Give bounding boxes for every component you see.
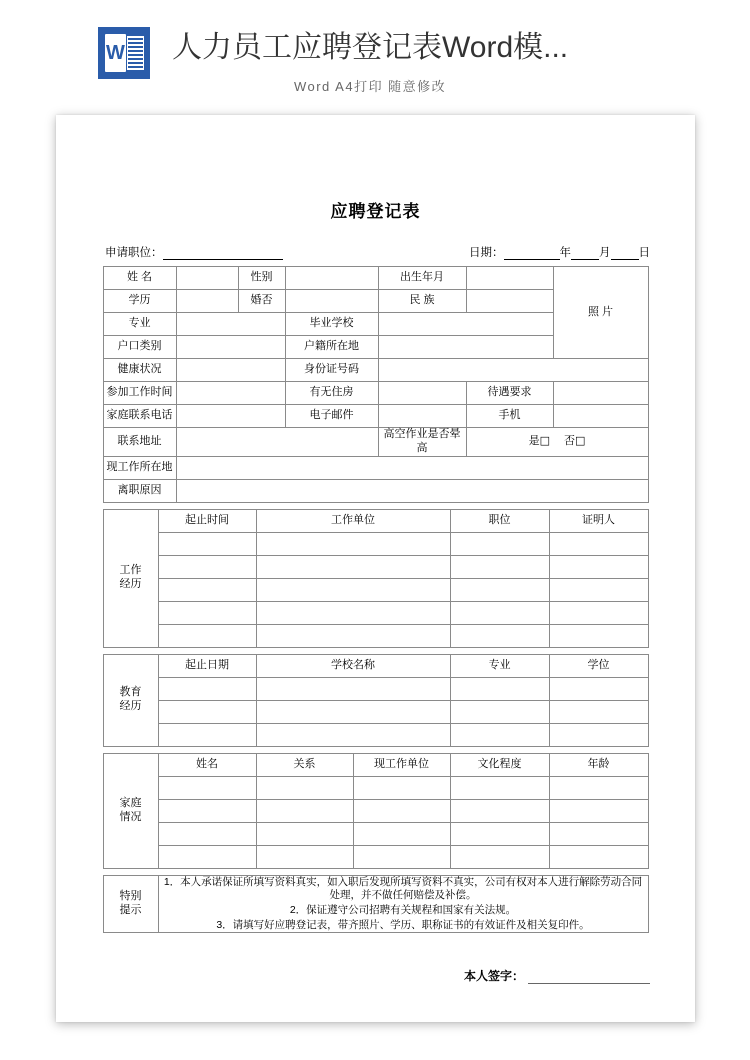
section-label-work-experience [103, 509, 158, 647]
col-header: 专业 [450, 654, 549, 677]
cell[interactable] [158, 799, 256, 822]
cell[interactable] [450, 601, 549, 624]
label-hukou-type: 户口类别 [103, 336, 176, 359]
section-label-family [103, 753, 158, 868]
note-item: 3．请填写好应聘登记表，带齐照片、学历、职称证书的有效证件及相关复印件。 [216, 918, 590, 931]
table-row [103, 532, 648, 555]
form-title: 应聘登记表 [330, 202, 421, 221]
family-label-line2: 情况 [119, 810, 142, 823]
cell[interactable] [450, 700, 549, 723]
value-current-work-place[interactable] [176, 456, 648, 479]
table-row [103, 382, 648, 405]
table-row [103, 509, 648, 532]
table-row [103, 405, 648, 428]
word-icon-lines [127, 36, 144, 70]
cell[interactable] [353, 822, 450, 845]
cell[interactable] [256, 624, 450, 647]
header-title-block [172, 26, 568, 95]
cell[interactable] [256, 700, 450, 723]
cell[interactable] [450, 532, 549, 555]
value-marital[interactable] [285, 290, 378, 313]
family-label-line1: 家庭 [119, 796, 142, 809]
col-header: 现工作单位 [353, 753, 450, 776]
value-birth[interactable] [466, 267, 553, 290]
col-header: 起止日期 [158, 654, 256, 677]
work-label-line1: 工作 [119, 564, 142, 577]
cell[interactable] [158, 822, 256, 845]
cell[interactable] [450, 578, 549, 601]
table-row [103, 822, 648, 845]
applied-position-label: 申请职位： [105, 247, 163, 259]
label-photo: 照 片 [553, 267, 648, 359]
word-icon-letter: W [106, 42, 125, 64]
cell[interactable] [256, 822, 353, 845]
value-housing[interactable] [378, 382, 466, 405]
cell[interactable] [450, 624, 549, 647]
table-row [103, 456, 648, 479]
section-label-education-experience [103, 654, 158, 746]
table-row [103, 555, 648, 578]
section-label-notes [103, 875, 158, 933]
cell[interactable] [158, 555, 256, 578]
header-inner [98, 26, 568, 95]
page-subtitle: Word A4打印 随意修改 [293, 79, 447, 94]
education-label-line1: 教育 [119, 686, 142, 699]
signature-blank[interactable] [528, 971, 650, 984]
col-header: 年龄 [549, 753, 648, 776]
acrophobia-yes-checkbox[interactable]: 是□ [528, 434, 550, 448]
note-item: 1．本人承诺保证所填写资料真实，如入职后发现所填写资料不真实，公司有权对本人进行解除劳动合同处理，并不做任何赔偿及补偿。 [163, 875, 643, 901]
table-row [103, 799, 648, 822]
cell[interactable] [549, 555, 648, 578]
date-year-blank[interactable] [504, 247, 560, 260]
value-leave-reason[interactable] [176, 479, 648, 502]
date-field [469, 244, 650, 260]
cell[interactable] [158, 532, 256, 555]
value-salary-req[interactable] [553, 382, 648, 405]
label-email: 电子邮件 [285, 405, 378, 428]
page-header [0, 0, 750, 107]
table-row [103, 753, 648, 776]
value-address[interactable] [176, 428, 378, 457]
work-label-line2: 经历 [119, 578, 142, 590]
cell[interactable] [549, 677, 648, 700]
value-id-number[interactable] [378, 359, 648, 382]
signature-label: 本人签字： [463, 969, 524, 983]
cell[interactable] [450, 555, 549, 578]
basic-info-table [103, 266, 649, 503]
cell[interactable] [256, 845, 353, 868]
cell[interactable] [353, 799, 450, 822]
education-experience-table [103, 654, 649, 747]
label-current-work-place: 现工作所在地 [103, 456, 176, 479]
label-housing: 有无住房 [285, 382, 378, 405]
cell[interactable] [450, 799, 549, 822]
table-row [103, 776, 648, 799]
value-ethnicity[interactable] [466, 290, 553, 313]
day-unit: 日 [638, 247, 650, 259]
cell[interactable] [256, 532, 450, 555]
label-ethnicity: 民 族 [378, 290, 466, 313]
col-header: 工作单位 [256, 509, 450, 532]
notes-content [158, 875, 648, 933]
table-row [103, 578, 648, 601]
cell[interactable] [256, 776, 353, 799]
cell[interactable] [353, 776, 450, 799]
table-row [103, 875, 648, 933]
family-table [103, 753, 649, 869]
label-major: 专业 [103, 313, 176, 336]
value-gender[interactable] [285, 267, 378, 290]
cell[interactable] [158, 601, 256, 624]
label-birth: 出生年月 [378, 267, 466, 290]
label-leave-reason: 离职原因 [103, 479, 176, 502]
label-education: 学历 [103, 290, 176, 313]
label-gender: 性别 [238, 267, 285, 290]
document-page [56, 115, 695, 1022]
col-header: 证明人 [549, 509, 648, 532]
note-item: 2．保证遵守公司招聘有关规程和国家有关法规。 [289, 903, 517, 916]
cell[interactable] [450, 677, 549, 700]
col-header: 文化程度 [450, 753, 549, 776]
cell[interactable] [549, 700, 648, 723]
label-work-start: 参加工作时间 [103, 382, 176, 405]
table-row [103, 624, 648, 647]
applied-position-blank[interactable] [163, 247, 283, 260]
cell[interactable] [158, 677, 256, 700]
cell[interactable] [158, 845, 256, 868]
label-name: 姓 名 [103, 267, 176, 290]
value-hukou-type[interactable] [176, 336, 285, 359]
value-home-phone[interactable] [176, 405, 285, 428]
table-row [103, 267, 648, 290]
cell[interactable] [158, 700, 256, 723]
cell[interactable] [450, 723, 549, 746]
table-row [103, 428, 648, 457]
form-meta-row [56, 244, 695, 262]
label-id-number: 身份证号码 [285, 359, 378, 382]
value-email[interactable] [378, 405, 466, 428]
cell[interactable] [549, 624, 648, 647]
cell[interactable] [158, 624, 256, 647]
cell[interactable] [158, 723, 256, 746]
applied-position-field [105, 244, 283, 260]
label-acrophobia: 高空作业是否晕高 [378, 428, 466, 457]
table-row [103, 654, 648, 677]
acrophobia-no-checkbox[interactable]: 否□ [564, 434, 586, 448]
cell[interactable] [256, 799, 353, 822]
cell[interactable] [549, 845, 648, 868]
label-hukou-place: 户籍所在地 [285, 336, 378, 359]
education-label-line2: 经历 [119, 700, 142, 712]
col-header: 关系 [256, 753, 353, 776]
value-name[interactable] [176, 267, 238, 290]
cell[interactable] [549, 532, 648, 555]
cell[interactable] [256, 555, 450, 578]
date-day-blank[interactable] [611, 247, 639, 260]
table-row [103, 601, 648, 624]
cell[interactable] [450, 822, 549, 845]
work-experience-table [103, 509, 649, 648]
cell[interactable] [256, 677, 450, 700]
acrophobia-options [466, 428, 648, 457]
date-label: 日期： [469, 247, 504, 259]
col-header: 学校名称 [256, 654, 450, 677]
notes-label-line2: 提示 [119, 903, 142, 916]
label-school: 毕业学校 [285, 313, 378, 336]
value-mobile[interactable] [553, 405, 648, 428]
year-unit: 年 [559, 247, 571, 259]
notes-label-line1: 特别 [119, 890, 142, 902]
value-major[interactable] [176, 313, 285, 336]
value-work-start[interactable] [176, 382, 285, 405]
page-title: 人力员工应聘登记表Word模... [172, 31, 569, 64]
value-school[interactable] [378, 313, 553, 336]
table-row [103, 700, 648, 723]
special-notes-table [103, 875, 649, 934]
table-row [103, 845, 648, 868]
word-doc-icon [98, 27, 150, 79]
cell[interactable] [549, 601, 648, 624]
col-header: 职位 [450, 509, 549, 532]
cell[interactable] [256, 723, 450, 746]
table-row [103, 359, 648, 382]
month-unit: 月 [599, 247, 611, 259]
cell[interactable] [256, 578, 450, 601]
value-health[interactable] [176, 359, 285, 382]
cell[interactable] [549, 776, 648, 799]
label-address: 联系地址 [103, 428, 176, 457]
cell[interactable] [353, 845, 450, 868]
cell[interactable] [450, 845, 549, 868]
table-row [103, 677, 648, 700]
col-header: 姓名 [158, 753, 256, 776]
value-education[interactable] [176, 290, 238, 313]
cell[interactable] [549, 822, 648, 845]
label-mobile: 手机 [466, 405, 553, 428]
label-marital: 婚否 [238, 290, 285, 313]
date-month-blank[interactable] [571, 247, 599, 260]
label-home-phone: 家庭联系电话 [103, 405, 176, 428]
cell[interactable] [549, 799, 648, 822]
value-hukou-place[interactable] [378, 336, 553, 359]
table-row [103, 723, 648, 746]
cell[interactable] [549, 578, 648, 601]
col-header: 学位 [549, 654, 648, 677]
signature-row [56, 967, 695, 984]
label-health: 健康状况 [103, 359, 176, 382]
cell[interactable] [549, 723, 648, 746]
label-salary-req: 待遇要求 [466, 382, 553, 405]
document-paper [56, 115, 695, 1022]
table-row [103, 479, 648, 502]
cell[interactable] [450, 776, 549, 799]
cell[interactable] [158, 578, 256, 601]
cell[interactable] [256, 601, 450, 624]
cell[interactable] [158, 776, 256, 799]
col-header: 起止时间 [158, 509, 256, 532]
